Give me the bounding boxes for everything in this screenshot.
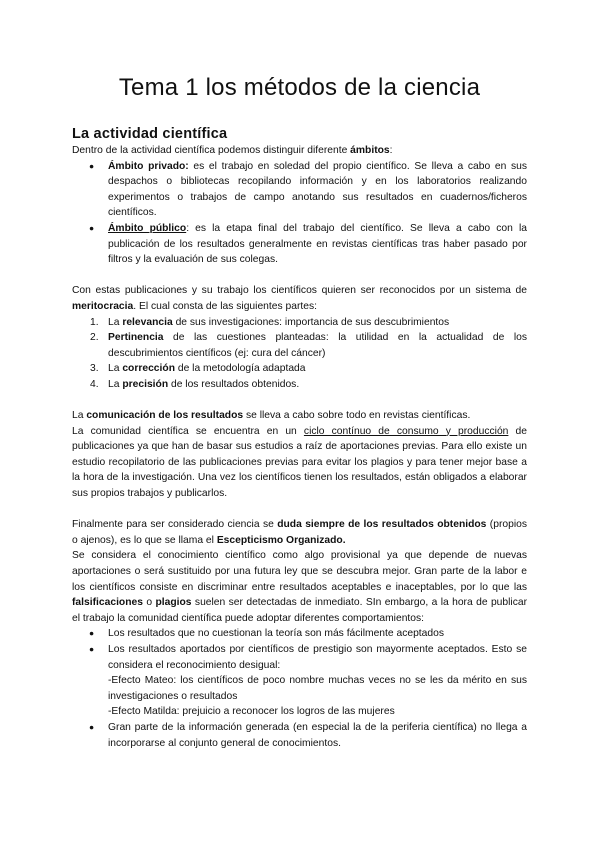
item-post: de las cuestiones planteadas: la utilidad en la actualidad de los descubrimientos científicos (ej: cura del cáncer) <box>108 332 527 359</box>
bullet-term: Ámbito público <box>108 222 187 234</box>
bullet-text: : es la etapa final del trabajo del científico. Se lleva a cabo con la publicación de los resultados generalmente en revistas científicas tras haber pasado por filtros y la evaluación de sus colegas. <box>108 222 527 266</box>
escepticismo-paragraph <box>72 517 527 548</box>
comunidad-text: La comunidad científica se encuentra en un <box>72 425 304 437</box>
escepticismo-mid: (propios o ajenos), es lo que se llama el <box>72 519 528 546</box>
item-bold: precisión <box>122 378 169 390</box>
escepticismo-bold: duda siempre de los resultados obtenidos <box>277 519 487 531</box>
list-item <box>72 330 527 361</box>
ambitos-list <box>72 159 527 268</box>
list-item <box>72 642 527 720</box>
bullet-term: Ámbito privado: <box>108 160 189 172</box>
intro-paragraph <box>72 143 527 159</box>
comunicacion-paragraph <box>72 408 527 424</box>
conocimiento-text: Se considera el conocimiento científico como algo provisional ya que depende de nuevas aportaciones o será sustituido por una futura ley que se descubra mejor. Gran parte de la labor e los científicos consiste en discriminar entre resultados aceptables e inaceptables, por lo que las <box>72 550 527 593</box>
plagios-bold: plagios <box>155 597 192 609</box>
item-number: 2. <box>90 332 99 344</box>
comportamientos-list <box>72 626 527 751</box>
bullet-text: Gran parte de la información generada (en especial la de la periferia científica) no llega a incorporarse al conjunto general de conocimientos. <box>108 721 527 749</box>
bullet-text: Los resultados aportados por científicos de prestigio son mayormente aceptados. Esto se considera el reconocimiento desigual: <box>108 644 527 671</box>
escepticismo-text: Finalmente para ser considerado ciencia se <box>72 519 278 531</box>
item-post: de sus investigaciones: importancia de sus descubrimientos <box>172 316 450 328</box>
falsificaciones-bold: falsificaciones <box>72 597 143 609</box>
list-item <box>72 720 527 751</box>
intro-text: Dentro de la actividad científica podemos distinguir diferente <box>72 145 351 156</box>
item-pre: La <box>108 378 123 390</box>
list-item <box>72 361 527 377</box>
document-body <box>72 143 527 751</box>
conocimiento-paragraph <box>72 548 527 626</box>
item-post: de la metodología adaptada <box>174 363 306 375</box>
list-item <box>72 626 527 642</box>
list-item <box>72 315 527 331</box>
conocimiento-mid: o <box>142 597 156 609</box>
meritocracia-list <box>72 315 527 393</box>
item-number: 4. <box>90 378 99 390</box>
item-number: 3. <box>90 363 99 375</box>
meritocracia-paragraph <box>72 283 527 314</box>
meritocracia-post: . El cual consta de las siguientes partes: <box>133 300 317 312</box>
efecto-mateo: -Efecto Mateo: los científicos de poco nombre muchas veces no se les da mérito en sus investigaciones o resultados <box>108 675 527 702</box>
intro-post: : <box>389 145 393 156</box>
conocimiento-post: suelen ser detectadas de inmediato. SIn embargo, a la hora de publicar el trabajo la comunidad científica puede adoptar diferentes comportamientos: <box>72 597 527 624</box>
escepticismo-bold2: Escepticismo Organizado. <box>216 534 346 546</box>
bullet-text: es el trabajo en soledad del propio científico. Se lleva a cabo en sus despachos o bibliotecas recopilando información y en los laboratorios realizando experimentos o trabajos de campo anotando sus resultados en cuadernos/ficheros científicos. <box>108 160 527 219</box>
item-bold: corrección <box>122 363 175 375</box>
efecto-matilda: -Efecto Matilda: prejuicio a reconocer los logros de las mujeres <box>108 706 395 718</box>
list-item <box>72 377 527 393</box>
item-bold: Pertinencia <box>108 332 164 344</box>
comunicacion-text: La <box>72 410 87 422</box>
page-title: Tema 1 los métodos de la ciencia <box>118 74 481 101</box>
item-pre: La <box>108 316 123 328</box>
comunidad-post: de publicaciones ya que han de basar sus estudios a raíz de aportaciones previas. Para ello existe un estudio recopilatorio de las publicaciones previas para evitar los plagios y para tener mejor base a la hora de la investigación. Una vez los científicos tienen los resultados, están obligados a elaborar sus propios trabajos y publicarlos. <box>72 425 527 500</box>
intro-bold: ámbitos <box>350 145 390 156</box>
item-pre: La <box>108 363 123 375</box>
list-item <box>72 159 527 221</box>
list-item <box>72 221 527 268</box>
comunidad-underline: ciclo contínuo de consumo y producción <box>303 425 509 437</box>
comunicacion-bold: comunicación de los resultados <box>86 410 244 422</box>
comunicacion-post: se lleva a cabo sobre todo en revistas científicas. <box>243 410 471 422</box>
meritocracia-text: Con estas publicaciones y su trabajo los científicos quieren ser reconocidos por un sistema de <box>72 285 527 297</box>
meritocracia-bold: meritocracia <box>72 300 134 312</box>
item-number: 1. <box>90 316 99 328</box>
section-heading: La actividad científica <box>72 126 228 142</box>
bullet-text: Los resultados que no cuestionan la teoría son más fácilmente aceptados <box>108 628 445 640</box>
item-bold: relevancia <box>122 316 173 328</box>
comunidad-paragraph <box>72 424 527 502</box>
item-post: de los resultados obtenidos. <box>168 378 300 390</box>
